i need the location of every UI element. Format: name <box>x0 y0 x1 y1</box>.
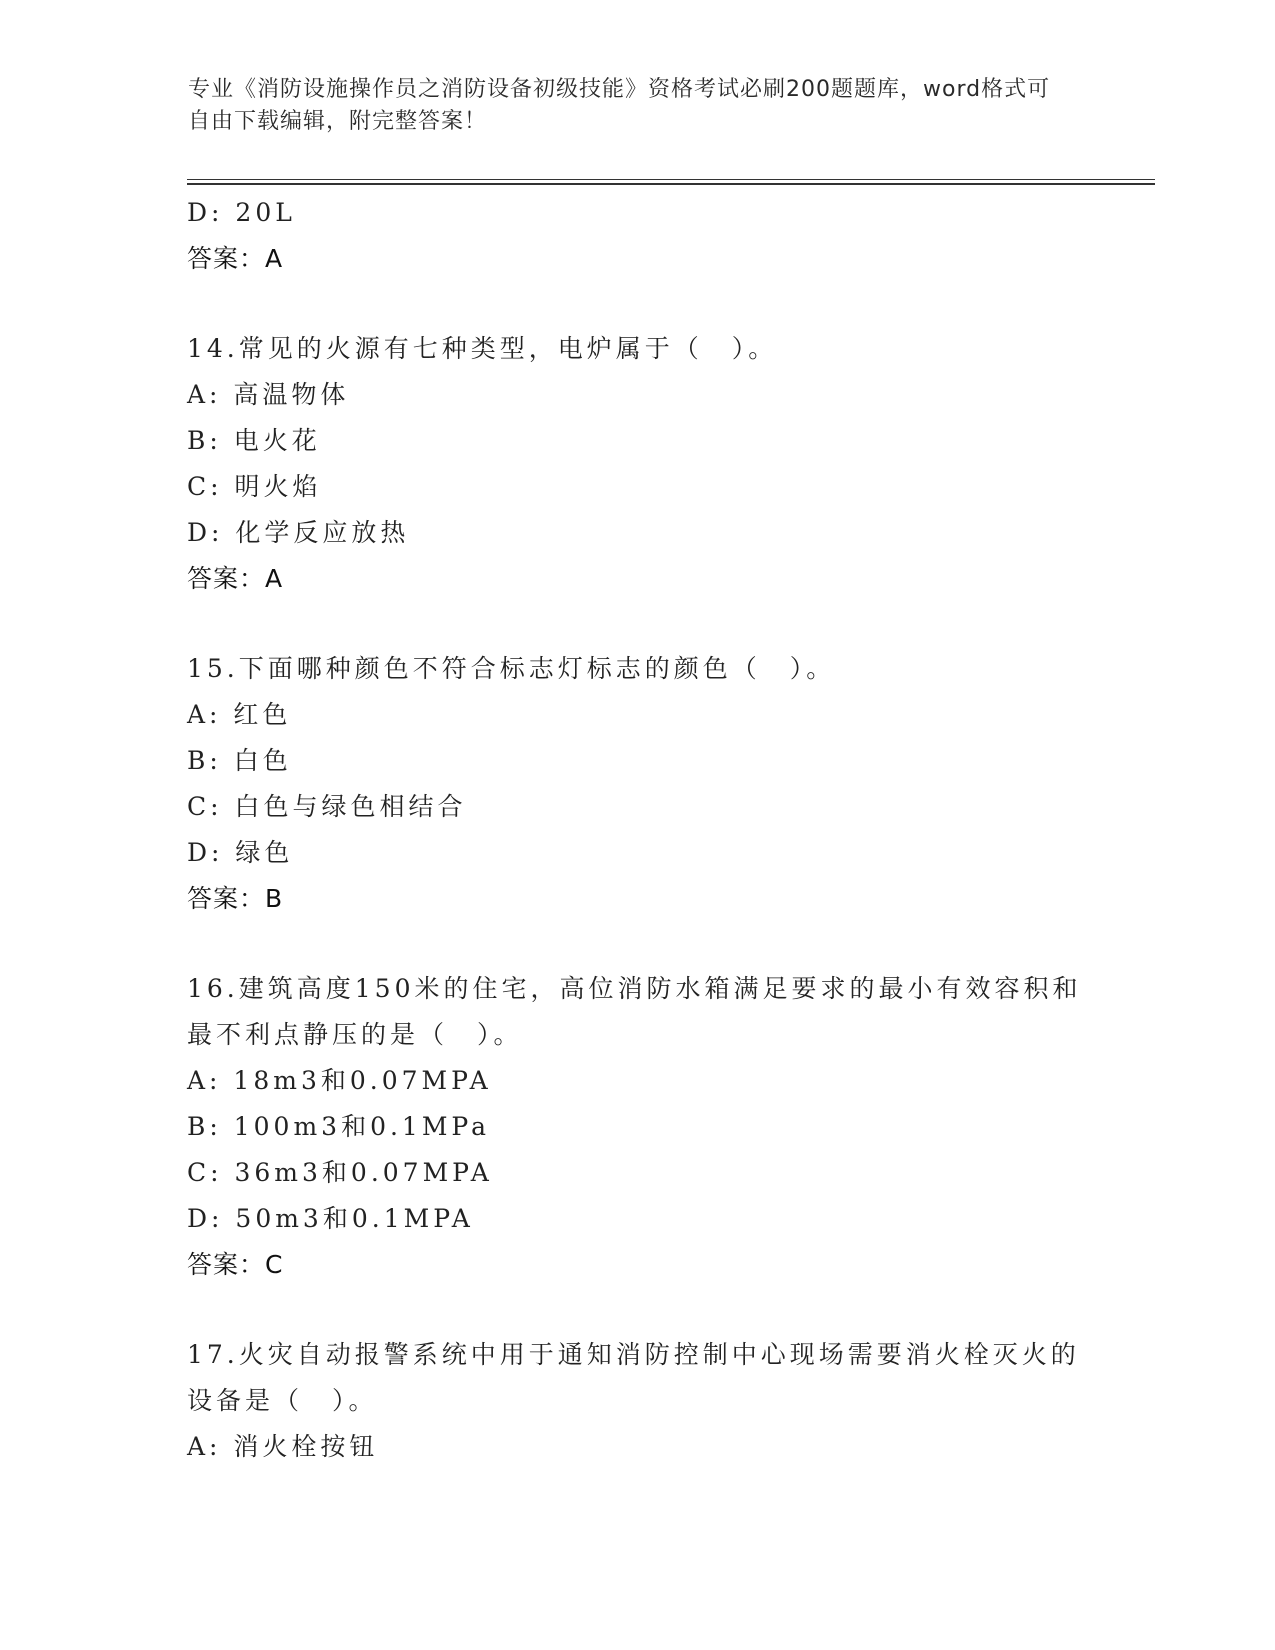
option-d: D: 绿色 <box>187 838 294 867</box>
question-16 <box>187 966 1087 1288</box>
question-14 <box>187 326 1087 602</box>
question-17 <box>187 1332 1087 1470</box>
question-stem: 16.建筑高度150米的住宅，高位消防水箱满足要求的最小有效容积和最不利点静压的是（ ）。 <box>187 974 1082 1049</box>
question-stem: 17.火灾自动报警系统中用于通知消防控制中心现场需要消火栓灭火的设备是（ ）。 <box>187 1340 1080 1415</box>
header-rule-thick <box>187 183 1155 185</box>
option-d: D: 化学反应放热 <box>187 518 410 547</box>
option-b: B: 电火花 <box>187 426 321 455</box>
option-a: A: 消火栓按钮 <box>187 1432 379 1461</box>
option-d: D: 50m3和0.1MPA <box>187 1204 474 1233</box>
question-stem: 14.常见的火源有七种类型，电炉属于（ ）。 <box>187 334 778 363</box>
option-a: A: 高温物体 <box>187 380 350 409</box>
option-b: B: 白色 <box>187 746 292 775</box>
option-a: A: 红色 <box>187 700 292 729</box>
answer: 答案：C <box>187 1250 284 1279</box>
prev-answer: 答案：A <box>187 244 284 273</box>
document-header: 专业《消防设施操作员之消防设备初级技能》资格考试必刷200题题库，word格式可自由下载编辑，附完整答案！ <box>188 77 1051 134</box>
question-stem: 15.下面哪种颜色不符合标志灯标志的颜色（ ）。 <box>187 654 836 683</box>
option-c: C: 36m3和0.07MPA <box>187 1158 493 1187</box>
header-rule-thin <box>187 179 1155 180</box>
option-c: C: 白色与绿色相结合 <box>187 792 467 821</box>
answer: 答案：B <box>187 884 284 913</box>
option-c: C: 明火焰 <box>187 472 322 501</box>
question-list <box>187 190 1087 1470</box>
question-15 <box>187 646 1087 922</box>
option-a: A: 18m3和0.07MPA <box>187 1066 492 1095</box>
option-b: B: 100m3和0.1MPa <box>187 1112 491 1141</box>
answer: 答案：A <box>187 564 284 593</box>
prev-option-d: D: 20L <box>187 198 296 227</box>
